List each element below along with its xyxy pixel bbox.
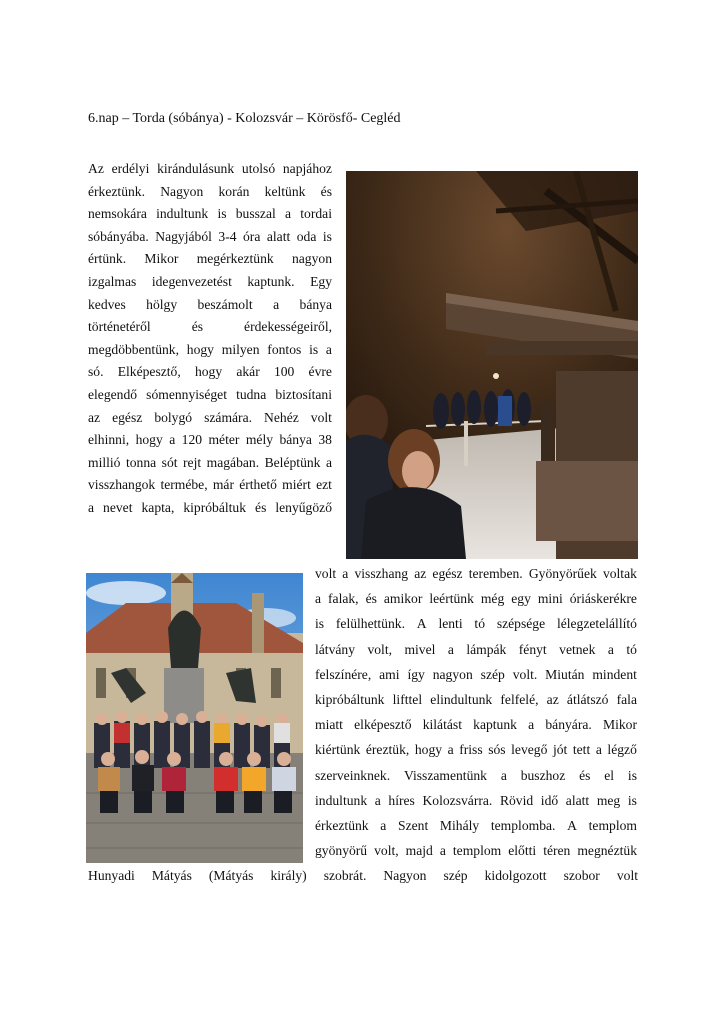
left-text-line: nemsokára indultunk is busszal a tordai — [88, 206, 332, 222]
right-text-line: kiértünk éreztük, hogy a friss sós levegő jót tett a légző — [315, 742, 637, 758]
left-text-line: millió tonna sót rejt magában. Beléptünk a — [88, 454, 332, 470]
right-text-line: szerveinknek. Visszamentünk a buszhoz és el is — [315, 767, 637, 783]
right-text-line: miatt elképesztő kilátást kaptunk a bányára. Mikor — [315, 717, 637, 733]
left-text-line: megdöbbentünk, hogy milyen fontos is a — [88, 341, 332, 357]
left-text-line: a nevet kapta, kipróbáltuk és lenyűgöző — [88, 500, 332, 515]
salt-mine-photo — [346, 171, 638, 559]
left-text-line: Az erdélyi kirándulásunk utolsó napjához — [88, 161, 332, 176]
salt-mine-illustration — [346, 171, 638, 559]
right-text-line: kipróbáltunk lifttel elindultunk felfelé, az átlátszó fala — [315, 692, 637, 707]
right-text-line: is felülhettünk. A lenti tó szépsége lélegzetelállító — [315, 616, 637, 632]
right-text-line: indultunk a híres Kolozsvárra. Rövid idő alatt meg is — [315, 792, 637, 808]
left-text-line: só. Elképesztő, hogy akár 100 évre — [88, 364, 332, 380]
right-text-line: a falak, és amikor leértünk még egy mini óriáskerékre — [315, 591, 637, 607]
right-text-line: volt a visszhang az egész teremben. Gyönyörűek voltak — [315, 566, 637, 581]
page-heading: 6.nap – Torda (sóbánya) - Kolozsvár – Körösfő- Cegléd — [88, 111, 401, 126]
left-text-line: történetéről és érdekességeiről, — [88, 319, 332, 335]
left-text-line: kedves hölgy beszámolt a bánya — [88, 296, 332, 312]
left-text-line: elhinni, hogy a 120 méter mély bánya 38 — [88, 432, 332, 448]
left-text-line: visszhangok termébe, már érthető miért ezt — [88, 477, 332, 493]
left-text-line: sóbányába. Nagyjából 3-4 óra alatt oda is — [88, 228, 332, 244]
church-statue-illustration — [86, 573, 303, 863]
left-text-line: értünk. Mikor megérkeztünk nagyon — [88, 251, 332, 267]
right-text-line: felszínére, ami így nagyon szép volt. Miután mindent — [315, 666, 637, 682]
left-text-line: izgalmas idegenvezetést kaptunk. Egy — [88, 274, 332, 289]
left-text-line: elegendő sómennyiséget tudna biztosítani — [88, 387, 332, 402]
left-text-line: az egész bolygó számára. Nehéz volt — [88, 409, 332, 425]
left-text-line: érkeztünk. Nagyon korán keltünk és — [88, 183, 332, 199]
church-statue-photo — [86, 573, 303, 863]
right-text-line: látvány volt, mivel a lámpák fényt vetnek a tó — [315, 641, 637, 657]
right-text-line: érkeztünk a Szent Mihály templomba. A templom — [315, 818, 637, 833]
last-text-line: Hunyadi Mátyás (Mátyás király) szobrát. Nagyon szép kidolgozott szobor volt — [88, 868, 638, 884]
right-text-line: gyönyörű volt, majd a templom előtti téren megnéztük — [315, 843, 637, 859]
